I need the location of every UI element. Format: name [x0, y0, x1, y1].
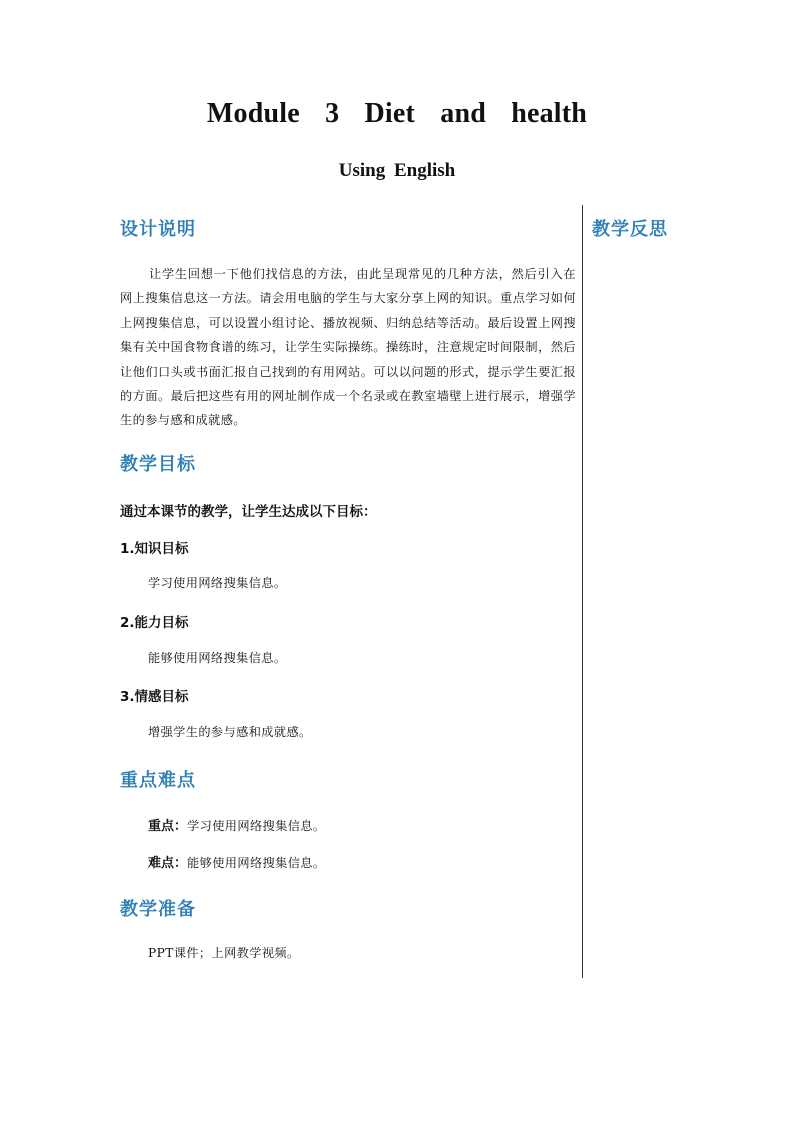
objective-2-label: 2.能力目标: [120, 615, 189, 631]
preparation-text: PPT课件；上网教学视频。: [148, 946, 300, 960]
difficulty-label: 难点：: [148, 856, 188, 871]
objectives-heading: 教学目标: [120, 454, 196, 475]
key-points-heading: 重点难点: [120, 770, 196, 791]
design-notes-paragraph: 让学生回想一下他们找信息的方法，由此呈现常见的几种方法，然后引入在网上搜集信息这一方法。请会用电脑的学生与大家分享上网的知识。重点学习如何上网搜集信息，可以设置小组讨论、播放视频、归纳总结等活动。最后设置上网搜集有关中国食物食谱的练习，让学生实际操练。操练时，注意规定时间限制，然后让他们口头或书面汇报自己找到的有用网站。可以以问题的形式，提示学生要汇报的方面。最后把这些有用的网址制作成一个名录或在教室墙壁上进行展示，增强学生的参与感和成就感。: [120, 267, 576, 428]
objective-3-label: 3.情感目标: [120, 689, 189, 705]
difficulty-line: [148, 852, 325, 871]
focus-label: 重点：: [148, 819, 188, 834]
page-subtitle: Using English: [338, 160, 456, 181]
column-divider: [582, 205, 583, 978]
objective-1-text: 学习使用网络搜集信息。: [148, 576, 287, 590]
reflection-heading: 教学反思: [592, 219, 668, 240]
page-title: Module 3 Diet and health: [206, 98, 588, 129]
objective-2-text: 能够使用网络搜集信息。: [148, 651, 287, 665]
objective-1-label: 1.知识目标: [120, 541, 189, 557]
objective-3-text: 增强学生的参与感和成就感。: [148, 725, 312, 739]
preparation-heading: 教学准备: [120, 899, 196, 920]
focus-text: 学习使用网络搜集信息。: [187, 819, 326, 833]
design-notes-heading: 设计说明: [120, 219, 196, 240]
difficulty-text: 能够使用网络搜集信息。: [187, 856, 326, 870]
focus-line: [148, 815, 325, 834]
objectives-intro: 通过本课节的教学，让学生达成以下目标：: [120, 504, 377, 520]
